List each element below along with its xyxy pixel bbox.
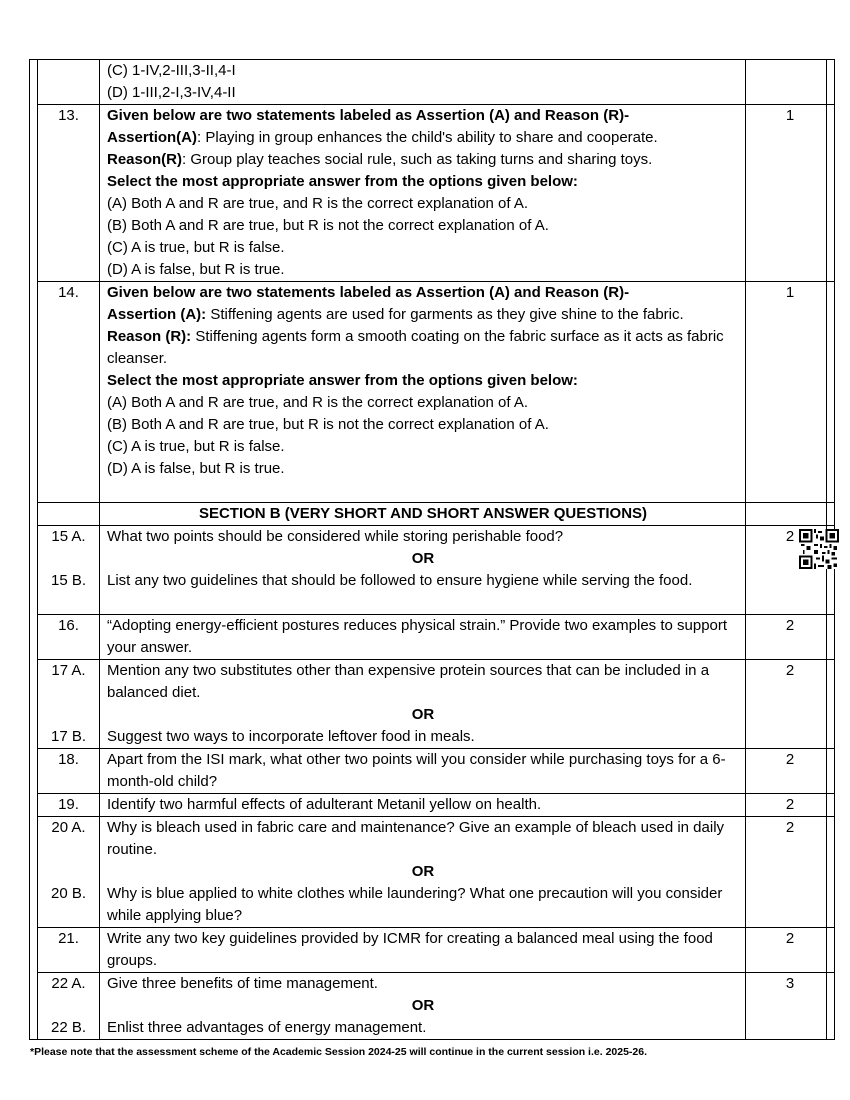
section-title: SECTION B (VERY SHORT AND SHORT ANSWER QUESTIONS) [100,503,746,526]
option-d: (D) A is false, but R is true. [107,261,285,278]
question-number: 15 A. [51,528,86,545]
question-number: 17 B. [50,728,87,745]
question-number: 16. [38,615,100,660]
option-c: (C) 1-IV,2-III,3-II,4-I [107,62,236,79]
question-text: Mention any two substitutes other than expensive protein sources that can be included in a balanced diet. [107,662,710,701]
table-row-16 [38,615,835,660]
select-instruction: Select the most appropriate answer from the options given below: [107,372,578,389]
question-text: Why is bleach used in fabric care and maintenance? Give an example of bleach used in daily routine. [107,819,725,858]
marks: 2 [746,817,835,928]
question-text: Enlist three advantages of energy management. [107,1019,427,1036]
question-number: 18. [38,749,100,794]
footnote: *Please note that the assessment scheme of the Academic Session 2024-25 will continue in the current session i.e. 2025-26. [30,1046,648,1058]
table-row-21 [38,928,835,973]
question-number: 14. [38,282,100,503]
or-separator: OR [411,550,435,567]
question-number: 22 B. [50,1019,87,1036]
marks: 1 [746,282,835,503]
question-number: 13. [38,105,100,282]
question-text: Apart from the ISI mark, what other two points will you consider while purchasing toys for a 6-month-old child? [107,751,726,790]
question-text: Why is blue applied to white clothes while laundering? What one precaution will you consider while applying blue? [107,885,723,924]
marks: 2 [746,526,835,615]
question-text: Suggest two ways to incorporate leftover food in meals. [107,728,475,745]
option-b: (B) Both A and R are true, but R is not the correct explanation of A. [107,416,549,433]
option-d: (D) 1-III,2-I,3-IV,4-II [107,84,236,101]
question-number: 17 A. [51,662,86,679]
question-number: 20 B. [50,885,87,902]
table-row-20 [38,817,835,928]
question-number: 20 A. [51,819,86,836]
assertion-reason-intro: Given below are two statements labeled as Assertion (A) and Reason (R)- [107,284,630,301]
marks: 2 [746,615,835,660]
section-b-row [38,503,835,526]
qr-code-icon [799,529,839,569]
option-c: (C) A is true, but R is false. [107,438,285,455]
marks: 2 [746,749,835,794]
question-text: Give three benefits of time management. [107,975,378,992]
table-row-12-cont [38,60,835,105]
marks: 1 [746,105,835,282]
marks: 3 [746,973,835,1040]
table-row-13 [38,105,835,282]
or-separator: OR [411,997,435,1014]
question-text: List any two guidelines that should be followed to ensure hygiene while serving the food. [107,572,693,589]
option-b: (B) Both A and R are true, but R is not the correct explanation of A. [107,217,549,234]
option-a: (A) Both A and R are true, and R is the correct explanation of A. [107,195,529,212]
select-instruction: Select the most appropriate answer from the options given below: [107,173,578,190]
reason-line: Reason (R): Stiffening agents form a smooth coating on the fabric surface as it acts as fabric cleanser. [107,328,724,367]
question-number: 15 B. [50,572,87,589]
marks: 2 [746,928,835,973]
assertion-line: Assertion (A): Stiffening agents are used for garments as they give shine to the fabric. [107,306,684,323]
question-number: 19. [38,794,100,817]
marks: 2 [746,660,835,749]
question-text: What two points should be considered while storing perishable food? [107,528,564,545]
table-row-18 [38,749,835,794]
question-number: 21. [38,928,100,973]
question-text: “Adopting energy-efficient postures reduces physical strain.” Provide two examples to support your answer. [107,617,728,656]
table-row-19 [38,794,835,817]
table-row-22 [38,973,835,1040]
option-d: (D) A is false, but R is true. [107,460,285,477]
option-a: (A) Both A and R are true, and R is the correct explanation of A. [107,394,529,411]
or-separator: OR [411,863,435,880]
question-number: 22 A. [51,975,86,992]
question-text: Identify two harmful effects of adulterant Metanil yellow on health. [107,796,542,813]
assertion-reason-intro: Given below are two statements labeled as Assertion (A) and Reason (R)- [107,107,630,124]
table-row-15 [38,526,835,615]
reason-line: Reason(R): Group play teaches social rule, such as taking turns and sharing toys. [107,151,653,168]
question-text: Write any two key guidelines provided by ICMR for creating a balanced meal using the food groups. [107,930,713,969]
or-separator: OR [411,706,435,723]
question-table [37,59,835,1040]
assertion-line: Assertion(A): Playing in group enhances the child's ability to share and cooperate. [107,129,658,146]
option-c: (C) A is true, but R is false. [107,239,285,256]
table-row-17 [38,660,835,749]
table-row-14 [38,282,835,503]
marks: 2 [746,794,835,817]
